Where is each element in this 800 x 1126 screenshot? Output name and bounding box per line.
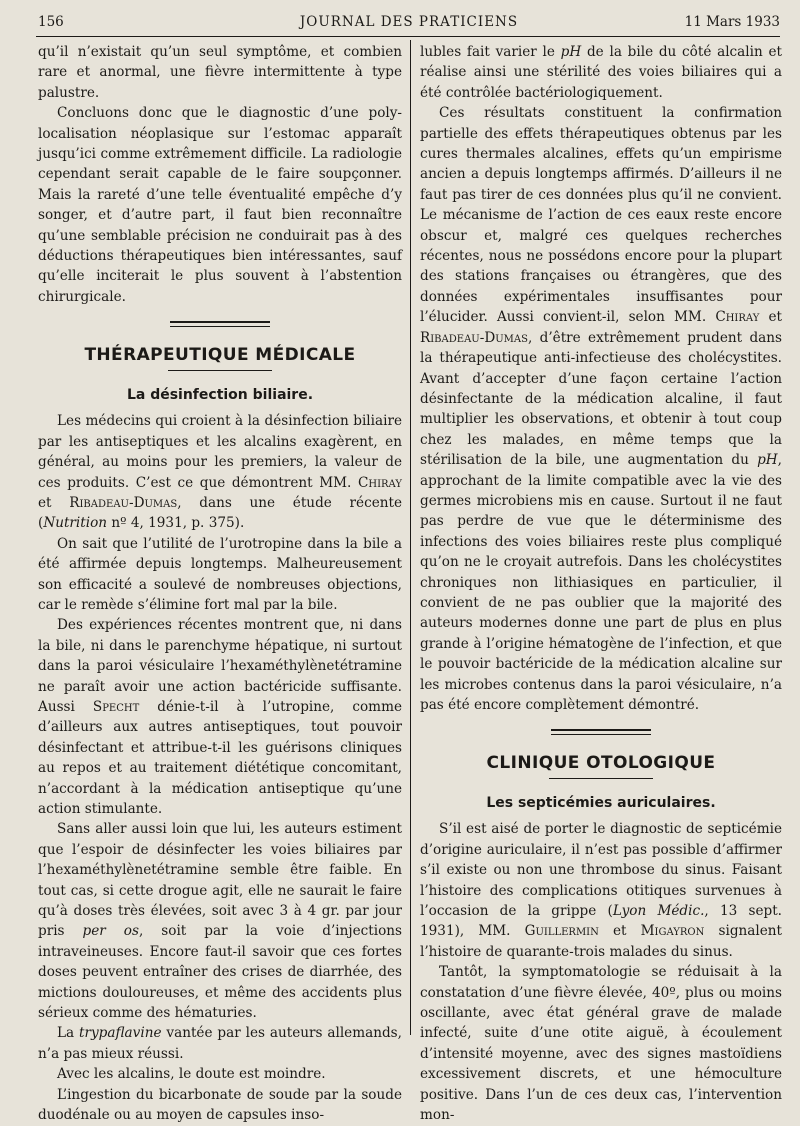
- paragraph: Ces résultats constituent la confirmation partielle des effets thérapeutiques obtenus par les cures thermales alcalines, effets qu’un empirisme ancien a depuis longtemps affirmés. D’ailleurs il ne faut pas tirer de ces données plus qu’il ne convient. Le mécanisme de l’action de ces eaux reste encore obscur et, malgré ces quelques recherches récentes, nous ne possédons encore pour la plupart des stations françaises ou étrangères, que des données expérimentales insuffisantes pour l’élucider. Aussi convient-il, selon MM. Chiray et Ribadeau-Dumas, d’être extrêmement prudent dans la thérapeutique anti-infectieuse des cholécystites. Avant d’accepter d’une façon certaine l’action désinfectante de la médication alcaline, il faut multiplier les observations, et obtenir à tout coup chez les malades, en même temps que la stérilisation de la bile, une augmentation du pH, approchant de la limite compatible avec la vie des germes microbiens mis en cause. Surtout il ne faut pas perdre de vue que le déterminisme des infections des voies biliaires reste plus compliqué qu’on ne le croyait autrefois. Dans les cholécystites chroniques non lithiasiques en particulier, il convient de ne pas oublier que la majorité des auteurs modernes donne une part de plus en plus grande à l’origine hématogène de l’infection, et que le pouvoir bactéricide de la médication alcaline sur les microbes contenus dans la paroi vésiculaire, n’a pas été encore complètement démontré.: [420, 105, 782, 713]
- right-column: [420, 42, 782, 1126]
- issue-date: 11 Mars 1933: [684, 14, 780, 30]
- section-rule: [549, 778, 653, 779]
- paragraph: S’il est aisé de porter le diagnostic de septicémie d’origine auriculaire, il n’est pas possible d’affirmer s’il existe ou non une thrombose du sinus. Faisant l’histoire des complications otitiques survenues à l’occasion de la grippe (Lyon Médic., 13 sept. 1931), MM. Guillermin et Migayron signalent l’histoire de quarante-trois malades du sinus.: [420, 821, 782, 960]
- article-title: Les septicémies auriculaires.: [486, 795, 716, 812]
- column-divider: [410, 40, 411, 1035]
- page-number: 156: [38, 14, 64, 30]
- section-heading: THÉRAPEUTIQUE MÉDICALE: [84, 345, 356, 366]
- left-column: [38, 42, 402, 1126]
- paragraph: Sans aller aussi loin que lui, les auteurs estiment que l’espoir de désinfecter les voies biliaires par l’hexaméthylènetétramine semble être faible. En tout cas, si cette drogue agit, elle ne saurait le faire qu’à doses très élevées, soit avec 3 à 4 gr. par jour pris per os, soit par la voie d’injections intraveineuses. Encore faut-il savoir que ces fortes doses peuvent entraîner des crises de diarrhée, des mictions douloureuses, et même des accidents plus sérieux comme des hématuries.: [38, 821, 403, 1022]
- author-name: Guillermin: [524, 923, 599, 940]
- journal-reference: Nutrition: [43, 515, 108, 532]
- paragraph: Avec les alcalins, le doute est moindre.: [57, 1066, 326, 1083]
- section-ornament: [170, 321, 270, 330]
- author-name: Ribadeau-Dumas: [420, 329, 528, 346]
- paragraph: Concluons donc que le diagnostic d’une poly-localisation néoplasique sur l’estomac apparaît jusqu’ici comme extrêmement difficile. La radiologie cependant serait capable de le faire soupçonner. Mais la rareté d’une telle éventualité empêche d’y songer, et d’autre part, il faut bien reconnaître qu’une semblable précision ne conduirait pas à des déductions thérapeutiques bien intéressantes, sauf qu’elle inciterait le plus souvent à l’abstention chirurgicale.: [38, 105, 402, 305]
- author-name: Chiray: [715, 309, 760, 326]
- header-rule: [36, 36, 780, 37]
- section-heading: CLINIQUE OTOLOGIQUE: [486, 753, 716, 774]
- paragraph: lubles fait varier le pH de la bile du côté alcalin et réalise ainsi une stérilité des voies biliaires qui a été contrôlée bactériologiquement.: [420, 44, 782, 101]
- author-name: Ribadeau-Dumas: [69, 494, 178, 511]
- section-ornament: [551, 729, 651, 738]
- author-name: Specht: [92, 698, 140, 715]
- paragraph: L’ingestion du bicarbonate de soude par la soude duodénale ou au moyen de capsules inso-: [38, 1086, 402, 1124]
- author-name: Chiray: [357, 474, 402, 491]
- journal-reference: Lyon Médic.: [612, 903, 705, 920]
- journal-title: JOURNAL DES PRATICIENS: [299, 14, 519, 30]
- paragraph: On sait que l’utilité de l’urotropine dans la bile a été affirmée depuis longtemps. Malheureusement son efficacité a soulevé de nombreuses objections, car le remède s’élimine fort mal par la bile.: [38, 535, 402, 613]
- paragraph: Des expériences récentes montrent que, ni dans la bile, ni dans le parenchyme hépatique, ni surtout dans la paroi vésiculaire l’hexaméthylènetétramine ne paraît avoir une action bactéricide suffisante. Aussi Specht dénie-t-il à l’utropine, comme d’ailleurs aux autres antiseptiques, tout pouvoir désinfectant et attribue-t-il les guérisons cliniques au repos et au traitement diététique concomitant, n’accordant à la médication antiseptique qu’une action stimulante.: [38, 617, 403, 817]
- paragraph: Tantôt, la symptomatologie se réduisait à la constatation d’une fièvre élevée, 40º, plus ou moins oscillante, avec état général grave de malade infecté, suite d’une otite aiguë, à écoulement d’intensité moyenne, avec des signes mastoïdiens excessivement discrets, et une hémoculture positive. Dans l’un de ces deux cas, l’intervention mon-: [420, 964, 782, 1124]
- paragraph: Les médecins qui croient à la désinfection biliaire par les antiseptiques et les alcalins exagèrent, en général, au moins pour les premiers, la valeur de ces produits. C’est ce que démontrent MM. Chiray et Ribadeau-Dumas, dans une étude récente (Nutrition nº 4, 1931, p. 375).: [38, 413, 403, 532]
- paragraph: qu’il n’existait qu’un seul symptôme, et combien rare et anormal, une fièvre intermittente à type palustre.: [38, 44, 402, 101]
- article-title: La désinfection biliaire.: [126, 387, 314, 404]
- running-header: [38, 14, 780, 34]
- section-rule: [168, 370, 272, 371]
- paragraph: La trypaflavine vantée par les auteurs allemands, n’a pas mieux réussi.: [38, 1025, 402, 1062]
- author-name: Migayron: [640, 923, 705, 940]
